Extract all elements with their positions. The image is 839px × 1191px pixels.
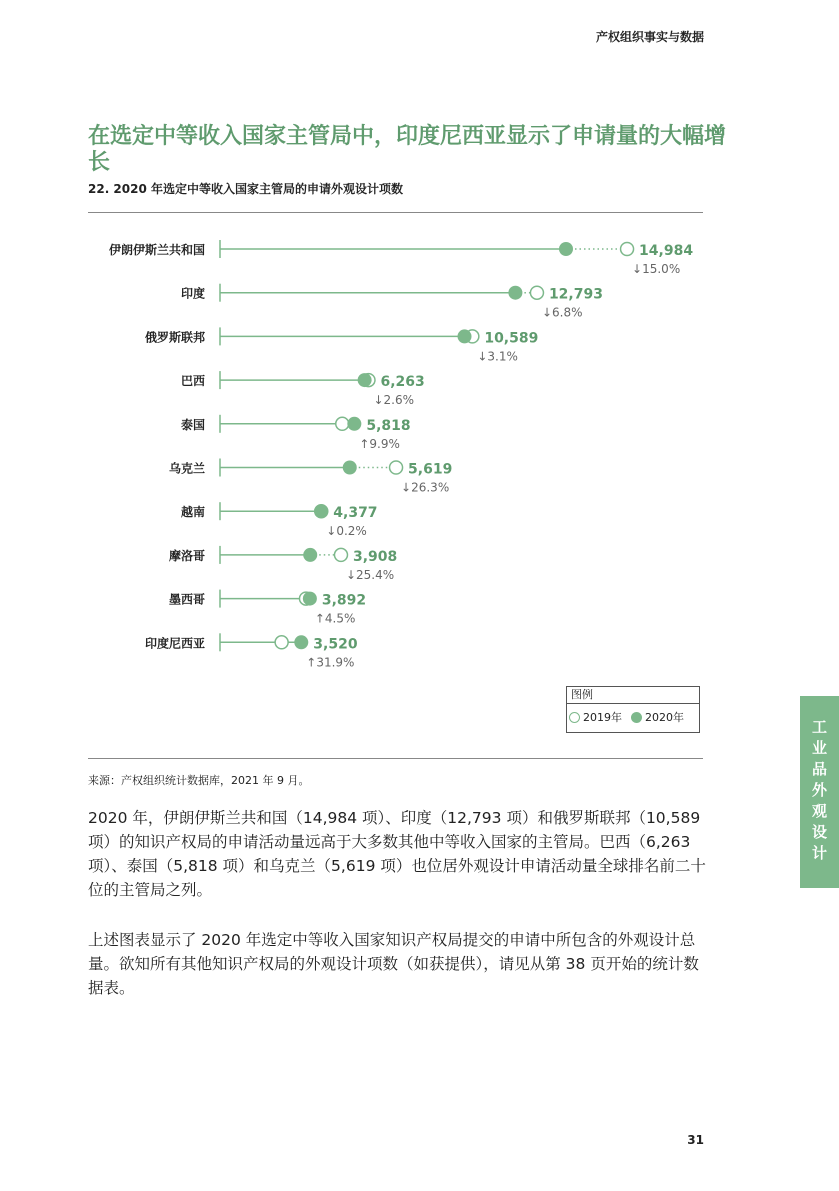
point-2020	[303, 592, 317, 606]
value-label: 12,793	[548, 286, 603, 303]
legend-2019-label: 2019年	[583, 711, 622, 724]
point-2020	[458, 329, 472, 343]
point-2020	[314, 504, 328, 518]
category-label: 印度	[180, 286, 205, 301]
change-label: ↓6.8%	[541, 305, 583, 320]
value-label: 5,619	[408, 461, 453, 478]
value-label: 6,263	[380, 374, 425, 391]
category-label: 越南	[180, 505, 205, 520]
change-label: ↓3.1%	[477, 349, 518, 364]
value-label: 3,908	[352, 548, 398, 565]
category-label: 俄罗斯联邦	[144, 330, 205, 345]
page-title: 在选定中等收入国家主管局中，印度尼西亚显示了申请量的大幅增长	[88, 124, 727, 175]
legend-2019-marker	[569, 712, 580, 723]
legend-title: 图例	[567, 687, 699, 704]
value-label: 3,892	[321, 592, 367, 609]
change-label: ↓2.6%	[373, 393, 415, 408]
paragraph: 2020 年，伊朗伊斯兰共和国（14,984 项）、印度（12,793 项）和俄罗斯联邦（10,589 项）的知识产权局的申请活动量远高于大多数其他中等收入国家的主管局。巴西（6,263 项）、泰国（5,818 项）和乌克兰（5,619 项）也位居外观设计申请活动量全球排名前二十位的主管局之列。	[88, 809, 706, 899]
legend-2020-marker	[631, 712, 642, 723]
dot-chart	[0, 230, 839, 670]
value-label: 14,984	[639, 243, 694, 259]
point-2020	[347, 417, 361, 431]
point-2019	[336, 417, 349, 430]
category-label: 墨西哥	[168, 592, 205, 607]
category-label: 泰国	[180, 417, 205, 432]
category-label: 伊朗伊斯兰共和国	[108, 243, 205, 257]
divider	[88, 212, 703, 213]
point-2020	[559, 242, 573, 256]
category-label: 乌克兰	[168, 461, 205, 476]
section-tab[interactable]: 工业品外观设计	[800, 696, 839, 888]
source-note: 来源：产权组织统计数据库，2021 年 9 月。	[88, 774, 310, 787]
change-label: ↑4.5%	[314, 611, 356, 626]
point-2020	[508, 286, 522, 300]
change-label: ↓26.3%	[401, 480, 450, 495]
change-label: ↓0.2%	[326, 524, 367, 539]
category-label: 巴西	[180, 374, 205, 389]
change-label: ↑31.9%	[306, 655, 355, 670]
point-2019	[275, 636, 288, 649]
point-2019	[530, 286, 543, 299]
point-2020	[303, 548, 317, 562]
change-label: ↑9.9%	[359, 436, 400, 451]
legend	[566, 686, 700, 733]
value-label: 3,520	[313, 636, 358, 653]
running-header: 产权组织事实与数据	[595, 30, 704, 44]
category-label: 摩洛哥	[168, 548, 205, 563]
divider	[88, 758, 703, 759]
value-label: 4,377	[333, 505, 378, 522]
point-2019	[390, 461, 403, 474]
page-number: 31	[687, 1133, 704, 1147]
category-label: 印度尼西亚	[144, 636, 205, 651]
change-label: ↓25.4%	[345, 567, 395, 582]
change-label: ↓15.0%	[632, 262, 681, 276]
legend-2020-label: 2020年	[645, 711, 684, 724]
point-2019	[621, 243, 634, 256]
point-2020	[358, 373, 372, 387]
point-2020	[343, 461, 357, 475]
value-label: 5,818	[366, 417, 411, 434]
point-2020	[294, 635, 308, 649]
point-2019	[334, 548, 347, 561]
value-label: 10,589	[484, 330, 539, 347]
figure-caption: 22. 2020 年选定中等收入国家主管局的申请外观设计项数	[88, 182, 404, 196]
paragraph: 上述图表显示了 2020 年选定中等收入国家知识产权局提交的申请中所包含的外观设计总量。欲知所有其他知识产权局的外观设计项数（如获提供），请见从第 38 页开始的统计数据表。	[88, 931, 699, 997]
